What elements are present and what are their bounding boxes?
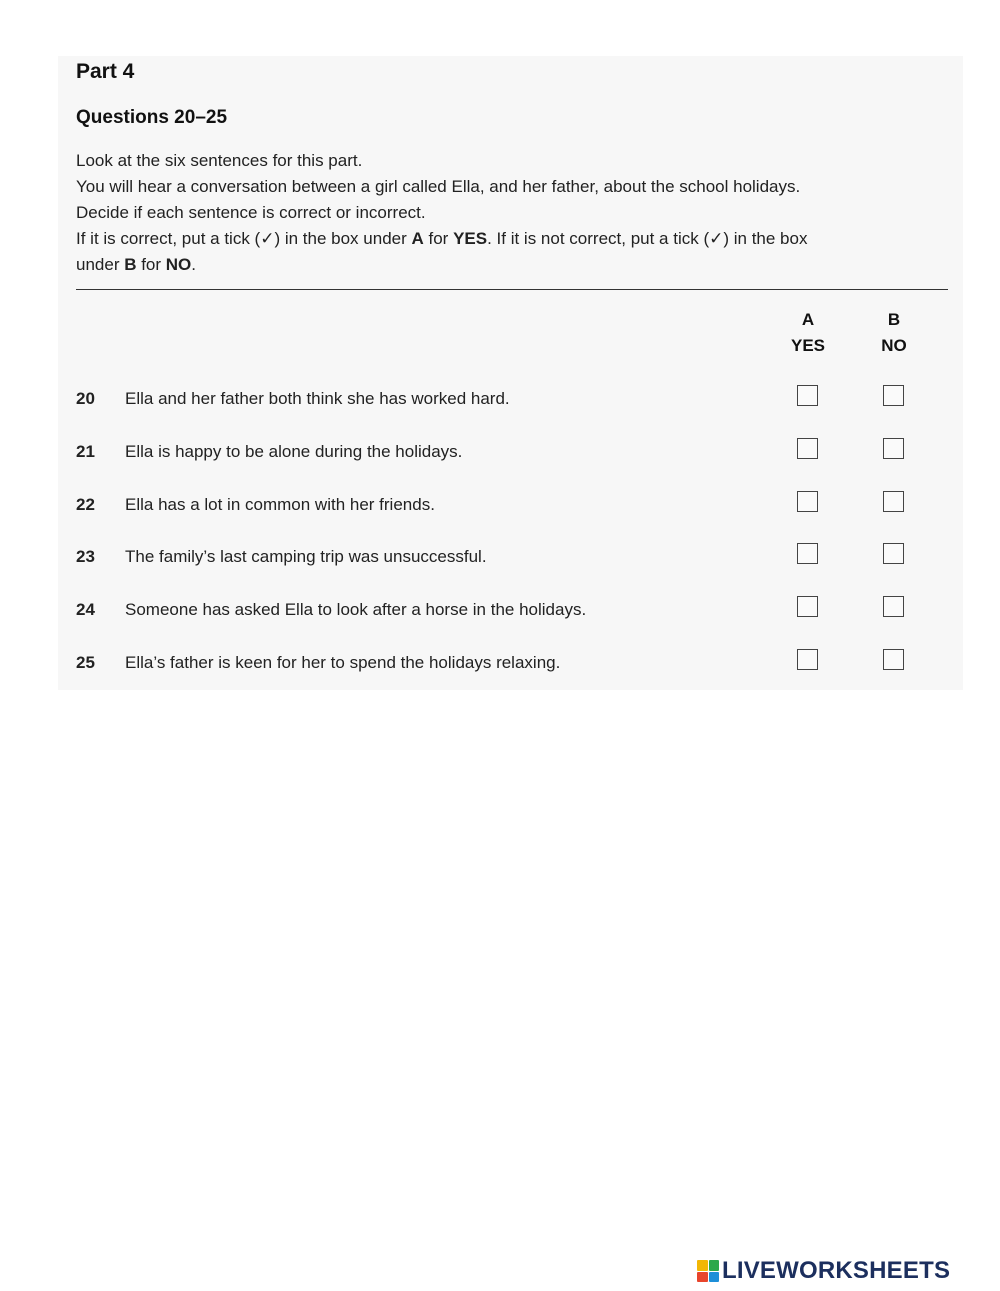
question-text: Someone has asked Ella to look after a horse in the holidays. — [125, 600, 587, 619]
logo-block — [697, 1260, 708, 1271]
liveworksheets-logo-icon — [697, 1260, 719, 1282]
answer-checkbox-yes[interactable] — [797, 596, 818, 617]
instruction-bold-text: A — [411, 229, 424, 248]
question-number: 20 — [76, 389, 95, 408]
answer-checkbox-no[interactable] — [883, 491, 904, 512]
logo-text: LIVEWORKSHEETS — [722, 1257, 951, 1284]
instruction-text: . — [191, 255, 197, 274]
questions-title: Questions 20–25 — [76, 107, 228, 128]
answer-checkbox-no[interactable] — [883, 385, 904, 406]
logo-block — [709, 1272, 720, 1283]
instruction-text: for — [423, 229, 454, 248]
answer-checkbox-no[interactable] — [883, 596, 904, 617]
answer-checkbox-yes[interactable] — [797, 385, 818, 406]
question-text: The family’s last camping trip was unsuccessful. — [125, 547, 487, 566]
instruction-text: . If it is not correct, put a tick (✓) in the box — [487, 229, 808, 248]
column-header-b — [864, 307, 924, 359]
answer-checkbox-no[interactable] — [883, 543, 904, 564]
instruction-text: You will hear a conversation between a girl called Ella, and her father, about the school holidays. — [76, 177, 801, 196]
question-number: 25 — [76, 653, 95, 672]
instruction-bold-text: YES — [453, 229, 488, 248]
answer-checkbox-no[interactable] — [883, 438, 904, 459]
question-text: Ella has a lot in common with her friends. — [125, 495, 435, 514]
column-b-letter: B — [887, 310, 901, 329]
question-number: 21 — [76, 442, 95, 461]
liveworksheets-logo — [697, 1258, 950, 1284]
question-text: Ella’s father is keen for her to spend the holidays relaxing. — [125, 653, 561, 672]
instruction-line — [76, 200, 952, 226]
answer-checkbox-yes[interactable] — [797, 491, 818, 512]
question-row — [76, 596, 936, 626]
question-number: 22 — [76, 495, 95, 514]
question-row — [76, 543, 936, 573]
answer-checkbox-yes[interactable] — [797, 543, 818, 564]
question-number: 23 — [76, 547, 95, 566]
question-row — [76, 491, 936, 521]
answer-checkbox-yes[interactable] — [797, 649, 818, 670]
instruction-line — [76, 148, 952, 174]
instruction-bold-text: B — [124, 255, 137, 274]
divider — [76, 289, 948, 290]
instruction-line — [76, 226, 952, 252]
logo-block — [697, 1272, 708, 1283]
logo-block — [709, 1260, 720, 1271]
question-row — [76, 649, 936, 679]
instruction-text: Decide if each sentence is correct or incorrect. — [76, 203, 426, 222]
instruction-text: under — [76, 255, 125, 274]
question-row — [76, 385, 936, 415]
column-a-letter: A — [801, 310, 815, 329]
question-row — [76, 438, 936, 468]
answer-checkbox-no[interactable] — [883, 649, 904, 670]
instruction-line — [76, 252, 952, 278]
instruction-text: for — [136, 255, 166, 274]
instruction-bold-text: NO — [165, 255, 192, 274]
column-header-a — [778, 307, 838, 359]
question-text: Ella and her father both think she has worked hard. — [125, 389, 510, 408]
answer-checkbox-yes[interactable] — [797, 438, 818, 459]
instruction-text: If it is correct, put a tick (✓) in the box under — [76, 229, 412, 248]
column-b-label: NO — [881, 336, 907, 355]
instruction-line — [76, 174, 952, 200]
instructions — [76, 148, 952, 278]
part-title: Part 4 — [76, 60, 135, 83]
question-text: Ella is happy to be alone during the holidays. — [125, 442, 463, 461]
question-number: 24 — [76, 600, 95, 619]
column-a-label: YES — [790, 336, 826, 355]
instruction-text: Look at the six sentences for this part. — [76, 151, 363, 170]
